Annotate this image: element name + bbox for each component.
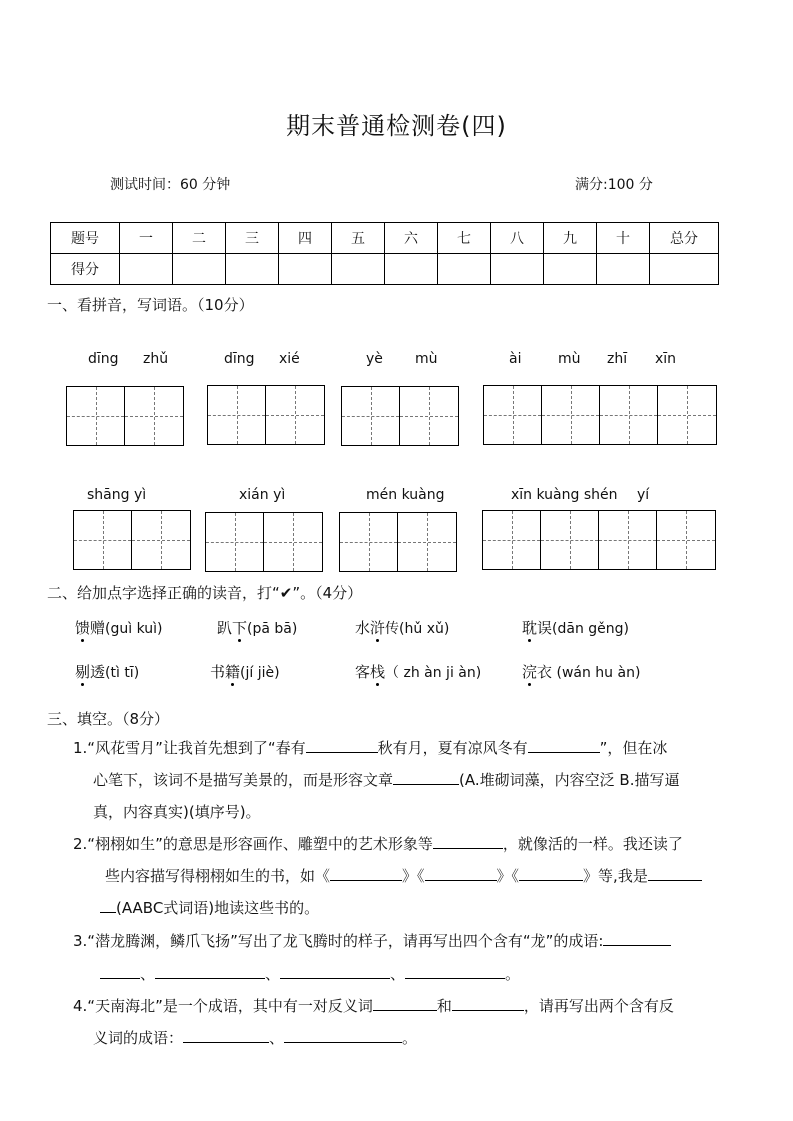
reading-options[interactable]: (wán hu àn) (552, 665, 641, 681)
score-table-cell: 九 (544, 223, 597, 254)
score-input-cell[interactable] (226, 254, 279, 285)
item-text: 水 (355, 619, 371, 637)
question-1-line-3: 真，内容真实)(填序号)。 (93, 803, 261, 821)
pinyin: dīng (224, 351, 255, 367)
answer-blank[interactable] (425, 864, 497, 881)
pinyin: zhǔ (143, 351, 169, 367)
score-table-cell: 七 (438, 223, 491, 254)
answer-blank[interactable] (452, 994, 524, 1011)
dotted-char: 下 (232, 619, 248, 637)
score-input-cell[interactable] (650, 254, 719, 285)
reading-options[interactable]: (guì kuì) (105, 621, 163, 637)
score-input-cell[interactable] (597, 254, 650, 285)
score-table-cell: 题号 (51, 223, 120, 254)
reading-options[interactable]: (dān gěng) (552, 621, 630, 637)
answer-blank[interactable] (100, 896, 116, 913)
score-input-cell[interactable] (120, 254, 173, 285)
score-input-cell[interactable] (385, 254, 438, 285)
score-table-cell: 总分 (650, 223, 719, 254)
pinyin: xīn (655, 351, 677, 367)
question-1-line-2: 心笔下，该词不是描写美景的，而是形容文章 (A.堆砌词藻，内容空泛 B.描写逼 (93, 764, 679, 796)
answer-blank[interactable] (306, 736, 378, 753)
writing-grid[interactable] (73, 510, 191, 570)
writing-grid[interactable] (207, 385, 325, 445)
reading-item (355, 617, 449, 638)
item-text: 客 (355, 663, 371, 681)
test-time: 测试时间：60 分钟 (110, 177, 231, 193)
answer-blank[interactable] (405, 962, 505, 979)
writing-grid[interactable] (341, 386, 459, 446)
item-text: 衣 (537, 663, 553, 681)
score-table-header-row (51, 223, 719, 254)
answer-blank[interactable] (373, 994, 437, 1011)
score-table-cell: 得分 (51, 254, 120, 285)
writing-grid[interactable] (483, 385, 717, 445)
score-table-cell: 一 (120, 223, 173, 254)
reading-item (522, 617, 629, 638)
pinyin: mén kuàng (366, 487, 445, 503)
question-1-line-1: 1.“风花雪月”让我首先想到了“春有 秋有月，夏有凉风冬有 ”，但在冰 (73, 732, 667, 764)
question-2-line-2: 些内容描写得栩栩如生的书，如《 》《 》《 》等,我是 (105, 860, 702, 892)
reading-options[interactable]: (jí jiè) (240, 665, 280, 681)
writing-grid[interactable] (482, 510, 716, 570)
pinyin: mù (415, 351, 438, 367)
score-input-cell[interactable] (491, 254, 544, 285)
writing-grid[interactable] (66, 386, 184, 446)
pinyin: yí (637, 487, 650, 503)
pinyin: ài (509, 351, 522, 367)
page-title: 期末普通检测卷(四) (286, 112, 507, 140)
reading-item (217, 617, 297, 638)
pinyin: xián yì (239, 487, 286, 503)
answer-blank[interactable] (648, 864, 702, 881)
pinyin: dīng (88, 351, 119, 367)
reading-item (75, 617, 163, 638)
answer-blank[interactable] (603, 929, 671, 946)
answer-blank[interactable] (528, 736, 600, 753)
answer-blank[interactable] (284, 1026, 402, 1043)
dotted-char: 耽 (522, 619, 538, 637)
dotted-char: 剔 (75, 663, 91, 681)
pinyin: xié (279, 351, 300, 367)
reading-options[interactable]: 传(hǔ xǔ) (385, 621, 450, 637)
item-text: 书 (210, 663, 226, 681)
section-1-heading: 一、看拼音，写词语。（10分） (47, 296, 254, 314)
score-input-cell[interactable] (279, 254, 332, 285)
writing-grid[interactable] (205, 512, 323, 572)
dotted-char: 栈 (370, 663, 386, 681)
answer-blank[interactable] (519, 864, 583, 881)
score-table-cell: 五 (332, 223, 385, 254)
section-2-heading: 二、给加点字选择正确的读音，打“✔”。（4分） (47, 584, 363, 602)
answer-blank[interactable] (155, 962, 265, 979)
pinyin: mù (558, 351, 581, 367)
item-text: 趴 (217, 619, 233, 637)
item-text: 赠 (90, 619, 106, 637)
dotted-char: 馈 (75, 619, 91, 637)
score-input-cell[interactable] (173, 254, 226, 285)
reading-options[interactable]: （ zh àn ji àn) (385, 665, 482, 681)
score-table-cell: 十 (597, 223, 650, 254)
pinyin: zhī (607, 351, 628, 367)
score-input-cell[interactable] (438, 254, 491, 285)
pinyin: shāng yì (87, 487, 147, 503)
answer-blank[interactable] (433, 832, 503, 849)
question-2-line-3: (AABC式词语)地读这些书的。 (100, 892, 319, 924)
dotted-char: 籍 (225, 663, 241, 681)
score-table (50, 222, 719, 285)
reading-options[interactable]: (pā bā) (247, 621, 298, 637)
item-text: 透 (90, 663, 106, 681)
section-3-heading: 三、填空。（8分） (47, 710, 170, 728)
score-table-cell: 八 (491, 223, 544, 254)
answer-blank[interactable] (183, 1026, 269, 1043)
reading-item (75, 661, 139, 682)
answer-blank[interactable] (330, 864, 402, 881)
question-4-line-1: 4.“天南海北”是一个成语，其中有一对反义词 和 ，请再写出两个含有反 (73, 990, 674, 1022)
dotted-char: 浒 (370, 619, 386, 637)
pinyin: yè (366, 351, 383, 367)
score-table-cell: 六 (385, 223, 438, 254)
reading-item (210, 661, 280, 682)
score-table-cell: 二 (173, 223, 226, 254)
answer-blank[interactable] (280, 962, 390, 979)
score-table-cell: 四 (279, 223, 332, 254)
reading-options[interactable]: (tì tī) (105, 665, 140, 681)
question-3-line-1: 3.“潜龙腾渊，鳞爪飞扬”写出了龙飞腾时的样子，请再写出四个含有“龙”的成语: (73, 925, 671, 957)
question-4-line-2: 义词的成语： 、 。 (93, 1022, 417, 1054)
reading-item (355, 661, 481, 682)
score-input-cell[interactable] (332, 254, 385, 285)
full-score: 满分:100 分 (575, 177, 653, 193)
reading-item (522, 661, 640, 682)
answer-blank[interactable] (100, 962, 140, 979)
score-table-score-row (51, 254, 719, 285)
answer-blank[interactable] (393, 768, 459, 785)
score-input-cell[interactable] (544, 254, 597, 285)
item-text: 误 (537, 619, 553, 637)
question-2-line-1: 2.“栩栩如生”的意思是形容画作、雕塑中的艺术形象等 ，就像活的一样。我还读了 (73, 828, 683, 860)
pinyin: xīn kuàng shén (511, 487, 618, 503)
score-table-cell: 三 (226, 223, 279, 254)
writing-grid[interactable] (339, 512, 457, 572)
dotted-char: 浣 (522, 663, 538, 681)
question-3-line-2: 、 、 、 。 (100, 958, 520, 990)
